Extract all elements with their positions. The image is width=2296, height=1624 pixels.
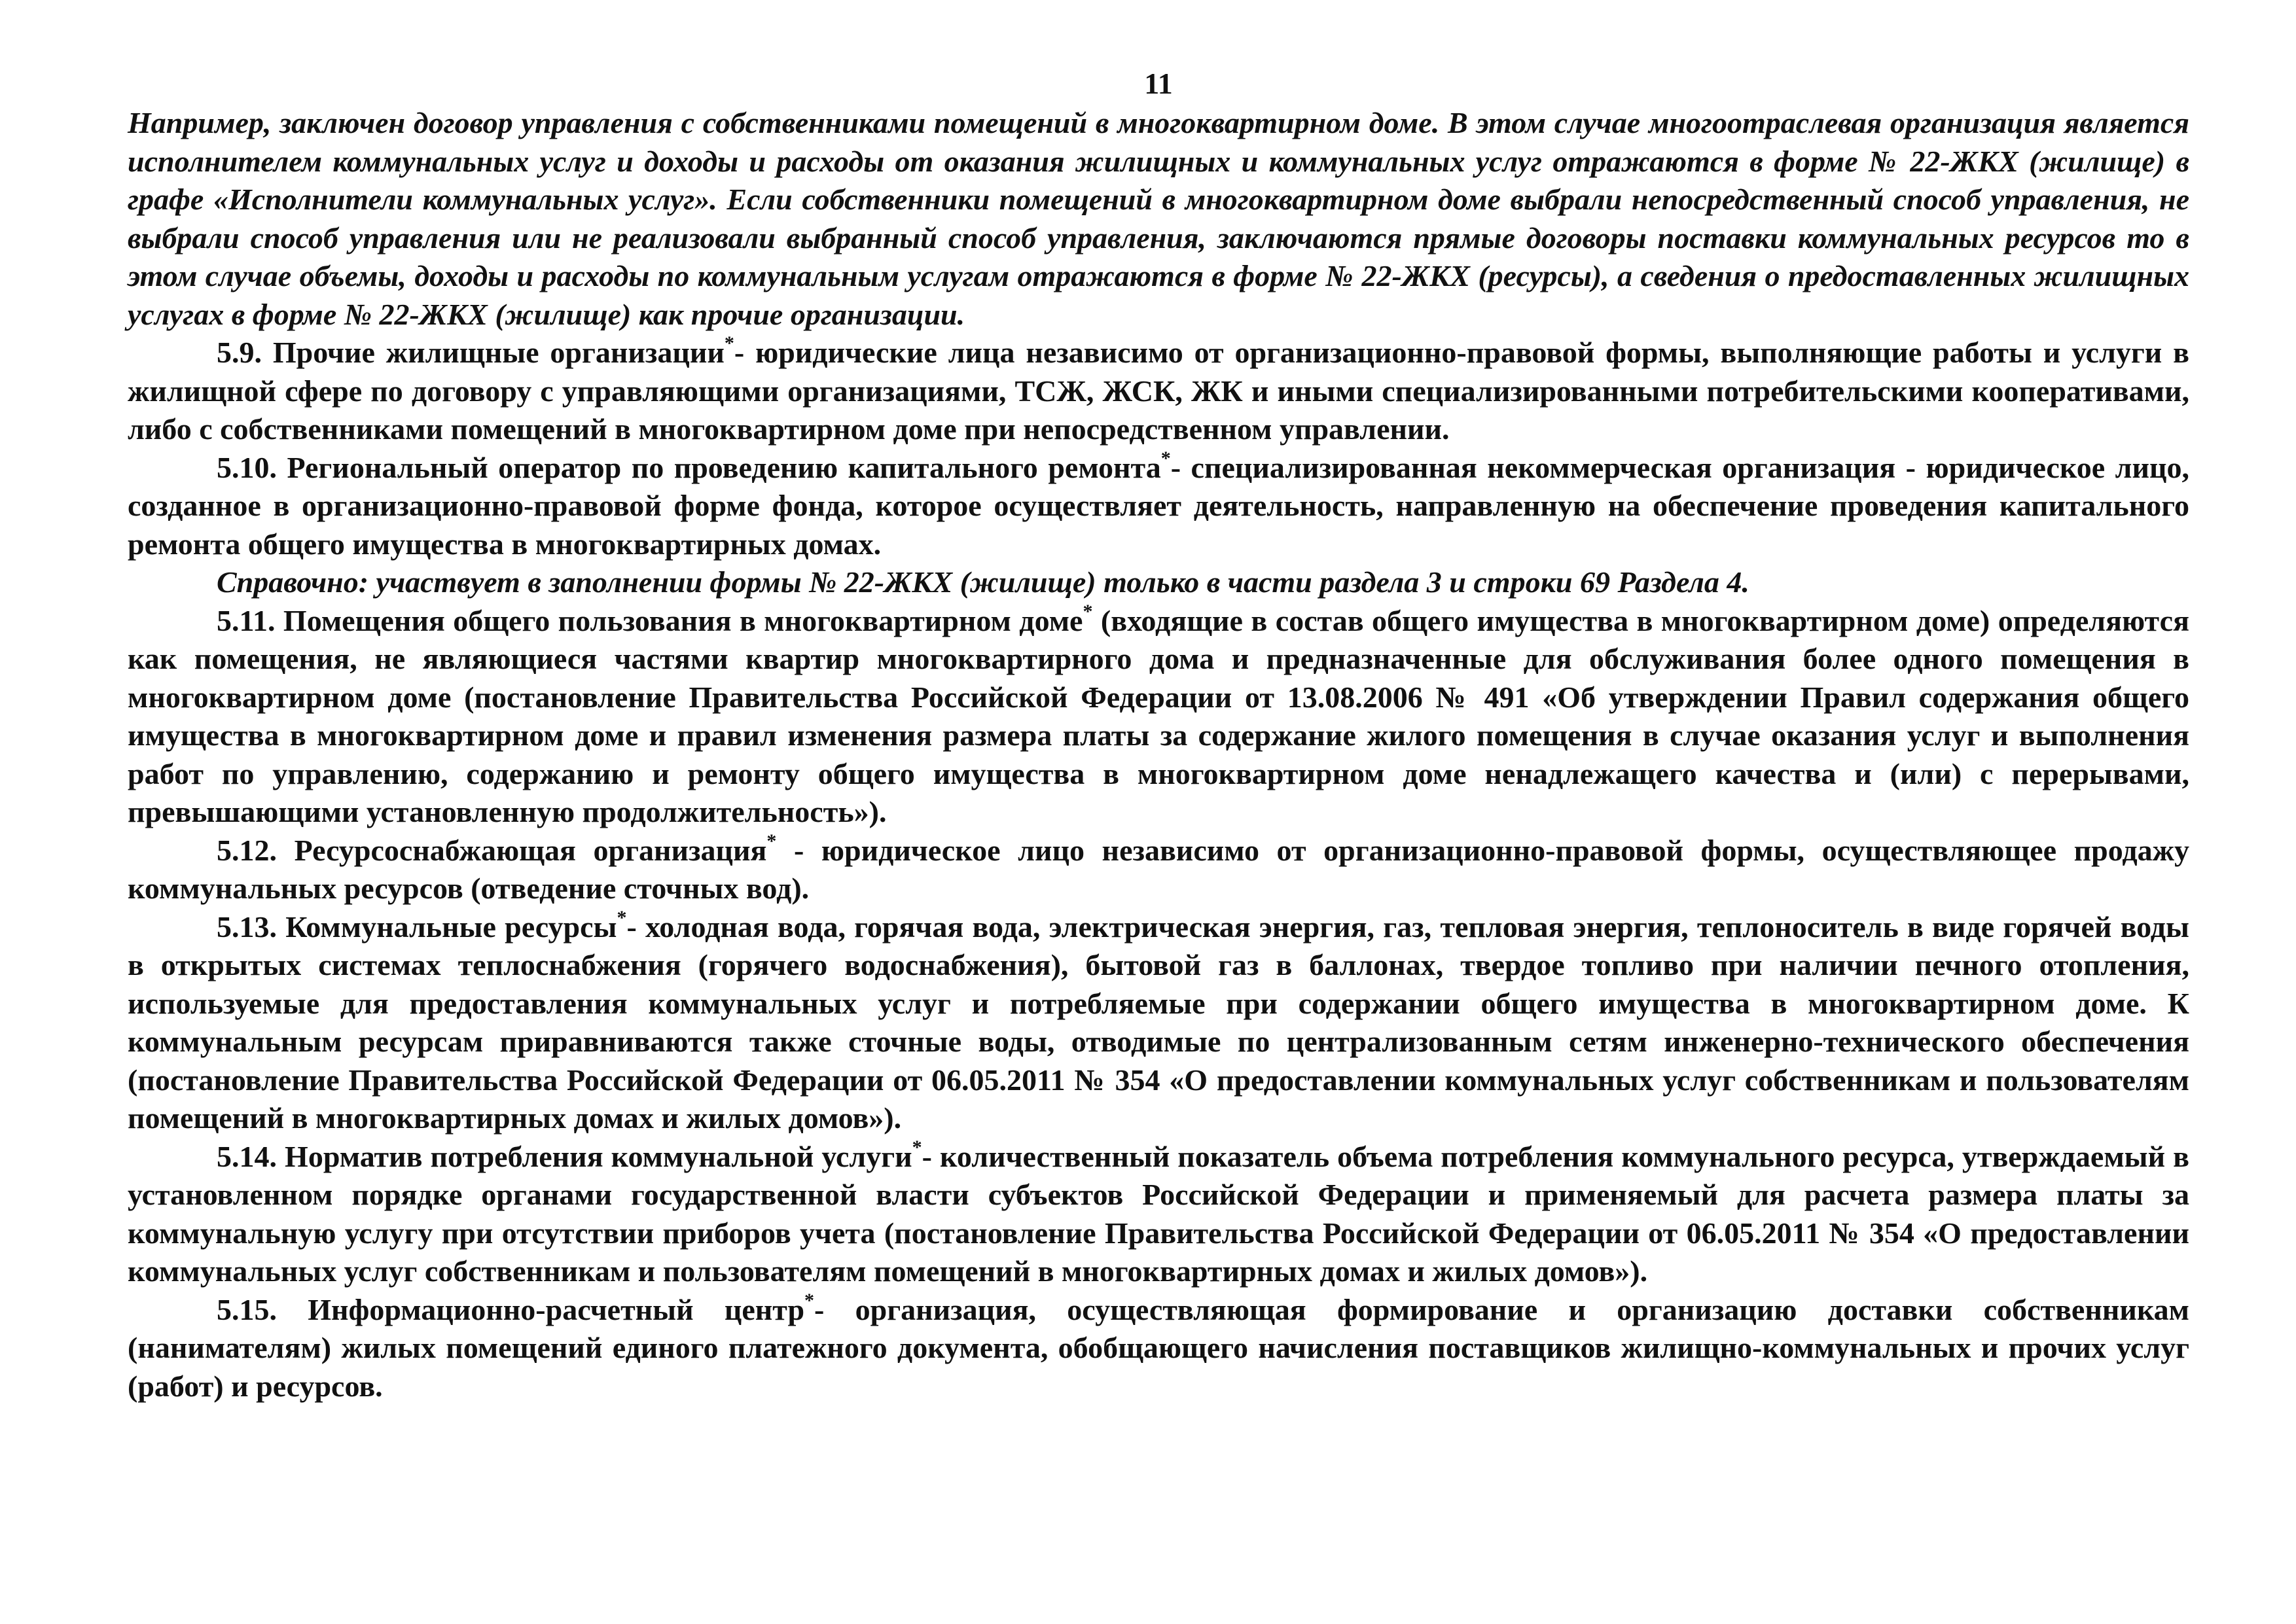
clause-5-9: [128, 334, 2189, 449]
clause-5-14-term: 5.14. Норматив потребления коммунальной услуги: [217, 1139, 912, 1173]
clause-5-11-definition: (входящие в состав общего имущества в многоквартирном доме) определяются как помещения, не являющиеся частями квартир многоквартирного дома и предназначенные для обслуживания более одного помещения в многоквартирном доме (постановление Правительства Российской Федерации от 13.08.2006 № 491 «Об утверждении Правил содержания общего имущества в многоквартирном доме и правил изменения размера платы за содержание жилого помещения в случае оказания услуг и выполнения работ по управлению, содержанию и ремонту общего имущества в многоквартирном доме ненадлежащего качества и (или) с перерывами, превышающими установленную продолжительность»).: [128, 603, 2189, 828]
clause-5-9-term: 5.9. Прочие жилищные организации: [217, 336, 725, 369]
footnote-marker: *: [724, 332, 734, 354]
example-paragraph: Например, заключен договор управления с собственниками помещений в многоквартирном доме. В этом случае многоотраслевая организация является исполнителем коммунальных услуг и доходы и расходы от оказания жилищных и коммунальных услуг отражаются в форме № 22-ЖКХ (жилище) в графе «Исполнители коммунальных услуг». Если собственники помещений в многоквартирном доме выбрали непосредственный способ управления, не выбрали способ управления или не реализовали выбранный способ управления, заключаются прямые договоры поставки коммунальных ресурсов то в этом случае объемы, доходы и расходы по коммунальным услугам отражаются в форме № 22-ЖКХ (ресурсы), а сведения о предоставленных жилищных услугах в форме № 22-ЖКХ (жилище) как прочие организации.: [128, 106, 2189, 331]
clause-5-11-term: 5.11. Помещения общего пользования в многоквартирном доме: [217, 603, 1083, 637]
clause-5-12-definition: - юридическое лицо независимо от организационно-правовой формы, осуществляющее продажу коммунальных ресурсов (отведение сточных вод).: [128, 833, 2189, 905]
footnote-marker: *: [912, 1136, 922, 1158]
clause-5-15: [128, 1291, 2189, 1406]
document-page: [128, 69, 2189, 1405]
clause-5-11: [128, 602, 2189, 832]
clause-5-14-definition: - количественный показатель объема потребления коммунального ресурса, утверждаемый в установленном порядке органами государственной власти субъектов Российской Федерации и применяемый для расчета размера платы за коммунальную услугу при отсутствии приборов учета (постановление Правительства Российской Федерации от 06.05.2011 № 354 «О предоставлении коммунальных услуг собственникам и пользователям помещений в многоквартирных домах и жилых домов»).: [128, 1139, 2189, 1288]
clause-5-15-term: 5.15. Информационно-расчетный центр: [217, 1292, 805, 1326]
clause-5-12: [128, 832, 2189, 908]
clause-5-10-definition: - специализированная некоммерческая организация - юридическое лицо, созданное в организационно-правовой форме фонда, которое осуществляет деятельность, направленную на обеспечение проведения капитального ремонта общего имущества в многоквартирных домах.: [128, 450, 2189, 561]
footnote-marker: *: [804, 1289, 815, 1311]
clause-5-13-definition: - холодная вода, горячая вода, электрическая энергия, газ, тепловая энергия, теплоноситель в виде горячей воды в открытых системах теплоснабжения (горячего водоснабжения), бытовой газ в баллонах, твердое топливо при наличии печного отопления, используемые для предоставления коммунальных услуг и потребляемые при содержании общего имущества в многоквартирном доме. К коммунальным ресурсам приравниваются также сточные воды, отводимые по централизованным сетям инженерно-технического обеспечения (постановление Правительства Российской Федерации от 06.05.2011 № 354 «О предоставлении коммунальных услуг собственникам и пользователям помещений в многоквартирных домах и жилых домов»).: [128, 909, 2189, 1135]
clause-5-12-term: 5.12. Ресурсоснабжающая организация: [217, 833, 767, 867]
clause-5-9-definition: - юридические лица независимо от организационно-правовой формы, выполняющие работы и услуги в жилищной сфере по договору с управляющими организациями, ТСЖ, ЖСК, ЖК и иными специализированными потребительскими кооперативами, либо с собственниками помещений в многоквартирном доме при непосредственном управлении.: [128, 336, 2189, 446]
clause-5-10: [128, 449, 2189, 564]
clause-5-14: [128, 1138, 2189, 1291]
clause-5-15-definition: - организация, осуществляющая формирование и организацию доставки собственникам (нанимателям) жилых помещений единого платежного документа, обобщающего начисления поставщиков жилищно-коммунальных и прочих услуг (работ) и ресурсов.: [128, 1292, 2189, 1403]
reference-note: Справочно: участвует в заполнении формы № 22-ЖКХ (жилище) только в части раздела 3 и строки 69 Раздела 4.: [217, 565, 1749, 599]
clause-5-10-term: 5.10. Региональный оператор по проведению капитального ремонта: [217, 450, 1161, 484]
clause-5-13-term: 5.13. Коммунальные ресурсы: [217, 909, 617, 944]
footnote-marker: *: [766, 830, 777, 852]
clause-5-13: [128, 908, 2189, 1138]
footnote-marker: *: [1160, 447, 1171, 469]
page-number: 11: [1144, 67, 1173, 100]
footnote-marker: *: [1083, 600, 1093, 622]
footnote-marker: *: [617, 906, 627, 928]
